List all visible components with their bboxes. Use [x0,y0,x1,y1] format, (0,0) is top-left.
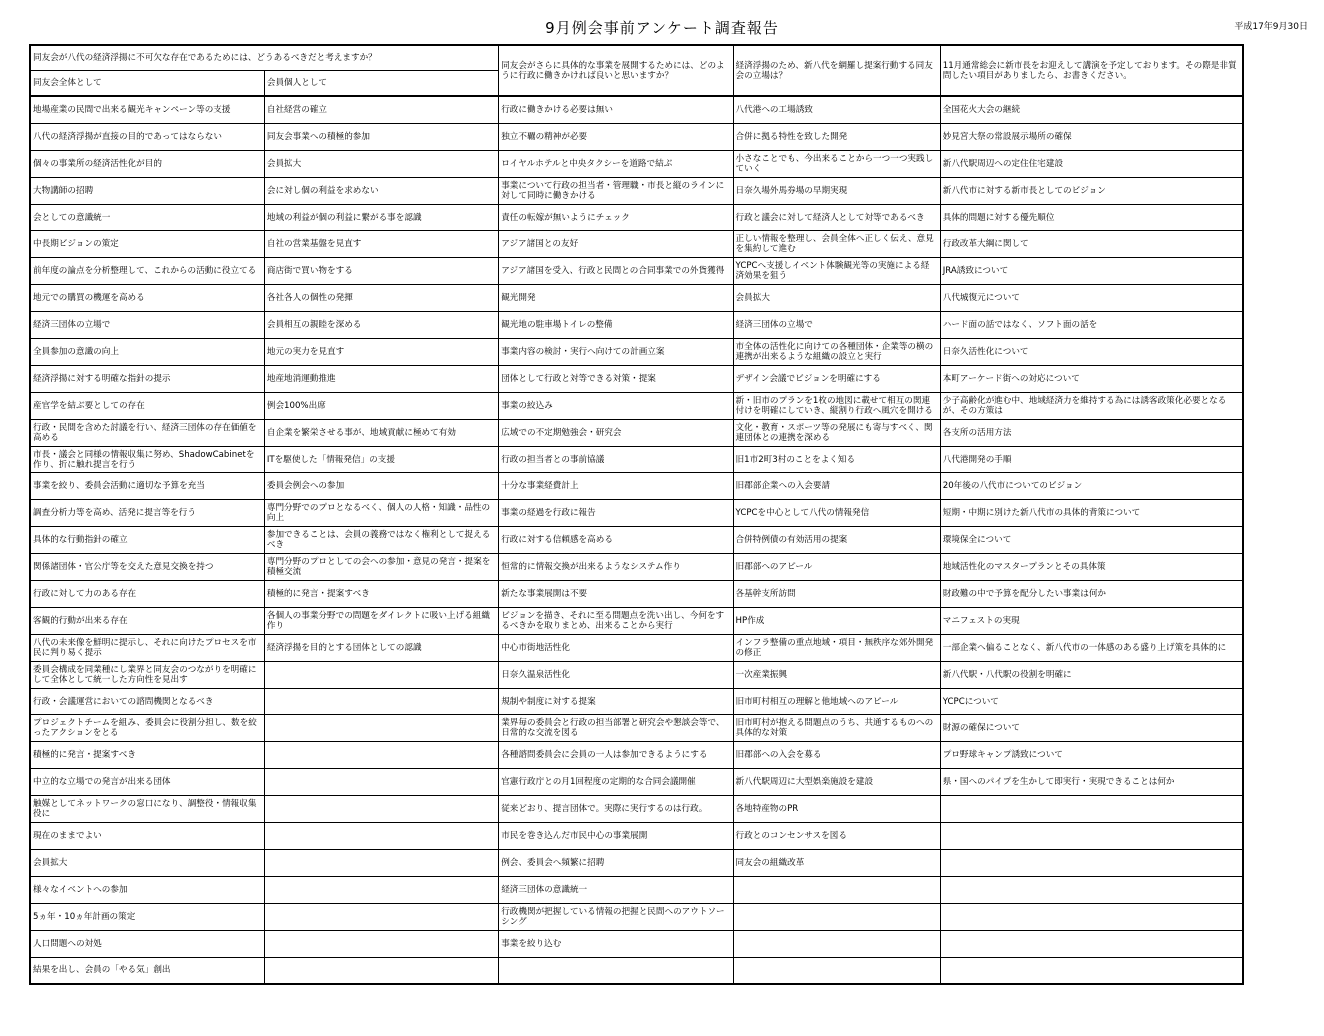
mayor-question-answer-cell: 全国花火大会の継続 [940,96,1243,123]
position-answer-cell: 八代港への工場誘致 [733,96,940,123]
table-row [30,339,1243,366]
table-row [30,150,1243,177]
government-approach-answer-cell: 業界毎の委員会と行政の担当部署と研究会や懇談会等で、日常的な交流を図る [499,715,733,742]
group-answer-cell: 行政・会議運営においての諮問機関となるべき [30,688,264,715]
individual-answer-cell: 委員会例会への参加 [264,473,498,500]
table-row [30,903,1243,930]
group-answer-cell: 積極的に発言・提案すべき [30,742,264,769]
table-row [30,876,1243,903]
mayor-question-answer-cell: 財政難の中で予算を配分したい事業は何か [940,581,1243,608]
group-answer-cell: 前年度の論点を分析整理して、これからの活動に役立てる [30,258,264,285]
individual-answer-cell: 自社経営の確立 [264,96,498,123]
mayor-question-answer-cell: YCPCについて [940,688,1243,715]
mayor-question-answer-cell: マニフェストの実現 [940,607,1243,634]
government-approach-answer-cell: 例会、委員会へ頻繁に招聘 [499,849,733,876]
table-row [30,258,1243,285]
mayor-question-answer-cell: 行政改革大綱に関して [940,231,1243,258]
individual-answer-cell: 参加できることは、会員の義務ではなく権利として捉えるべき [264,527,498,554]
table-row [30,446,1243,473]
table-row [30,607,1243,634]
mayor-question-answer-cell: 日奈久活性化について [940,339,1243,366]
table-row [30,769,1243,796]
government-approach-answer-cell: 官憲行政庁との月1回程度の定期的な合同会議開催 [499,769,733,796]
table-row [30,688,1243,715]
table-row [30,231,1243,258]
government-approach-answer-cell: 事業内容の検討・実行へ向けての計画立案 [499,339,733,366]
table-row [30,392,1243,419]
individual-answer-cell: 同友会事業への積極的参加 [264,123,498,150]
mayor-question-answer-cell: 新八代駅・八代駅の役割を明確に [940,661,1243,688]
mayor-question-answer-cell: 各支所の活用方法 [940,419,1243,446]
table-row [30,123,1243,150]
government-approach-answer-cell: 規制や制度に対する提案 [499,688,733,715]
individual-answer-cell: 地産地消運動推進 [264,365,498,392]
government-approach-answer-cell: 事業の経過を行政に報告 [499,500,733,527]
government-approach-answer-cell: 団体として行政と対等できる対策・提案 [499,365,733,392]
table-row [30,312,1243,339]
individual-answer-cell: 各社各人の個性の発揮 [264,285,498,312]
government-approach-answer-cell [499,957,733,984]
position-answer-cell [733,876,940,903]
group-answer-cell: 八代の未来像を鮮明に提示し、それに向けたプロセスを市民に判り易く提示 [30,634,264,661]
table-row [30,96,1243,123]
group-answer-cell: 会としての意識統一 [30,204,264,231]
individual-answer-cell: 商店街で買い物をする [264,258,498,285]
group-answer-cell: 八代の経済浮揚が直接の目的であってはならない [30,123,264,150]
position-answer-cell [733,957,940,984]
table-row [30,473,1243,500]
individual-answer-cell [264,876,498,903]
table-row [30,930,1243,957]
individual-answer-cell: 会員拡大 [264,150,498,177]
position-answer-cell: 各地特産物のPR [733,796,940,823]
position-answer-cell: 旧1市2町3村のことをよく知る [733,446,940,473]
table-row [30,365,1243,392]
position-answer-cell: 正しい情報を整理し、会員全体へ正しく伝え、意見を集約して進む [733,231,940,258]
government-approach-answer-cell: 恒常的に情報交換が出来るようなシステム作り [499,554,733,581]
mayor-question-answer-cell [940,903,1243,930]
position-answer-cell: 経済三団体の立場で [733,312,940,339]
group-answer-cell: 産官学を結ぶ要としての存在 [30,392,264,419]
mayor-question-answer-cell: 八代城復元について [940,285,1243,312]
position-answer-cell: 合併に拠る特性を致した開発 [733,123,940,150]
position-answer-cell: 文化・教育・スポーツ等の発展にも寄与すべく、関連団体との連携を深める [733,419,940,446]
individual-answer-cell [264,796,498,823]
mayor-question-answer-cell: 短期・中期に別けた新八代市の具体的背策について [940,500,1243,527]
individual-answer-cell [264,849,498,876]
individual-answer-cell [264,661,498,688]
government-approach-answer-cell: 従来どおり、提言団体で。実際に実行するのは行政。 [499,796,733,823]
table-row [30,796,1243,823]
mayor-question-answer-cell [940,876,1243,903]
group-answer-cell: 客観的行動が出来る存在 [30,607,264,634]
government-approach-answer-cell: ロイヤルホテルと中央タクシーを道路で結ぶ [499,150,733,177]
mayor-question-answer-cell: 20年後の八代市についてのビジョン [940,473,1243,500]
question-3-header: 経済浮揚のため、新八代を網羅し提案行動する同友会の立場は？ [733,45,940,96]
question-1-header: 同友会が八代の経済浮揚に不可欠な存在であるためには、どうあるべきだと考えますか？ [30,45,499,71]
individual-answer-cell [264,688,498,715]
group-answer-cell: 現在のままでよい [30,823,264,850]
mayor-question-answer-cell [940,849,1243,876]
report-date: 平成17年9月30日 [1234,22,1308,32]
position-answer-cell: 旧市町村が抱える問題点のうち、共通するものへの具体的な対策 [733,715,940,742]
table-row [30,823,1243,850]
group-answer-cell: 結果を出し、会員の「やる気」創出 [30,957,264,984]
individual-answer-cell: 専門分野でのプロとなるべく、個人の人格・知識・品性の向上 [264,500,498,527]
position-answer-cell: 新・旧市のプランを1枚の地図に載せて相互の関連付けを明確にしていき、縦割り行政へ風穴を開ける [733,392,940,419]
government-approach-answer-cell: 日奈久温泉活性化 [499,661,733,688]
position-answer-cell: 旧郡部への入会を募る [733,742,940,769]
position-answer-cell [733,930,940,957]
individual-answer-cell: 会に対し個の利益を求めない [264,177,498,204]
government-approach-answer-cell: 行政に対する信頼感を高める [499,527,733,554]
government-approach-answer-cell: 観光地の駐車場トイレの整備 [499,312,733,339]
individual-answer-cell: 各個人の事業分野での問題をダイレクトに吸い上げる組織作り [264,607,498,634]
mayor-question-answer-cell: JRA誘致について [940,258,1243,285]
mayor-question-answer-cell: ハード面の話ではなく、ソフト面の話を [940,312,1243,339]
mayor-question-answer-cell: 少子高齢化が進む中、地域経済力を維持する為には誘客政策化必要となるが、その方策は [940,392,1243,419]
government-approach-answer-cell: 責任の転嫁が無いようにチェック [499,204,733,231]
individual-answer-cell: 専門分野のプロとしての会への参加・意見の発言・提案を積極交流 [264,554,498,581]
table-row [30,715,1243,742]
individual-answer-cell: 経済浮揚を目的とする団体としての認識 [264,634,498,661]
individual-answer-cell: 積極的に発言・提案すべき [264,581,498,608]
mayor-question-answer-cell [940,823,1243,850]
mayor-question-answer-cell: プロ野球キャンプ誘致について [940,742,1243,769]
group-answer-cell: 5ヵ年・10ヵ年計画の策定 [30,903,264,930]
table-row [30,661,1243,688]
survey-table [29,44,1244,985]
table-row [30,742,1243,769]
question-1-sub-group: 同友会全体として [30,71,264,97]
government-approach-answer-cell: 各種諮問委員会に会員の一人は参加できるようにする [499,742,733,769]
table-row [30,204,1243,231]
mayor-question-answer-cell: 一部企業へ偏ることなく、新八代市の一体感のある盛り上げ策を具体的に [940,634,1243,661]
individual-answer-cell: 自社の営業基盤を見直す [264,231,498,258]
government-approach-answer-cell: 行政機関が把握している情報の把握と民間へのアウトソーシング [499,903,733,930]
position-answer-cell: 各基幹支所訪問 [733,581,940,608]
group-answer-cell: 市長・議会と同様の情報収集に努め、ShadowCabinetを作り、折に触れ提言を行う [30,446,264,473]
position-answer-cell: HP作成 [733,607,940,634]
group-answer-cell: 経済浮揚に対する明確な指針の提示 [30,365,264,392]
government-approach-answer-cell: ビジョンを描き、それに至る問題点を洗い出し、今何をするべきかを取りまとめ、出来ることから実行 [499,607,733,634]
government-approach-answer-cell: 行政の担当者との事前協議 [499,446,733,473]
table-row [30,634,1243,661]
government-approach-answer-cell: アジア諸国を受入、行政と民間との合同事業での外貨獲得 [499,258,733,285]
mayor-question-answer-cell [940,796,1243,823]
group-answer-cell: 様々なイベントへの参加 [30,876,264,903]
group-answer-cell: 中長期ビジョンの策定 [30,231,264,258]
group-answer-cell: 事業を絞り、委員会活動に適切な予算を充当 [30,473,264,500]
government-approach-answer-cell: 十分な事業経費計上 [499,473,733,500]
government-approach-answer-cell: 市民を巻き込んだ市民中心の事業展開 [499,823,733,850]
position-answer-cell: 会員拡大 [733,285,940,312]
position-answer-cell: インフラ整備の重点地域・項目・無秩序な郊外開発の修正 [733,634,940,661]
position-answer-cell: 新八代駅周辺に大型娯楽施設を建設 [733,769,940,796]
mayor-question-answer-cell: 財源の確保について [940,715,1243,742]
mayor-question-answer-cell: 八代港開発の手順 [940,446,1243,473]
individual-answer-cell [264,742,498,769]
government-approach-answer-cell: 事業の絞込み [499,392,733,419]
individual-answer-cell [264,715,498,742]
position-answer-cell: 小さなことでも、今出来ることから一つ一つ実践していく [733,150,940,177]
group-answer-cell: 会員拡大 [30,849,264,876]
table-row [30,177,1243,204]
individual-answer-cell [264,823,498,850]
position-answer-cell: 同友会の組織改革 [733,849,940,876]
table-row [30,581,1243,608]
mayor-question-answer-cell: 妙見宮大祭の常設展示場所の確保 [940,123,1243,150]
page-title: 9月例会事前アンケート調査報告 [545,19,779,37]
table-row [30,554,1243,581]
government-approach-answer-cell: 事業を絞り込む [499,930,733,957]
individual-answer-cell: 例会100%出席 [264,392,498,419]
group-answer-cell: プロジェクトチームを組み、委員会に役割分担し、数を絞ったアクションをとる [30,715,264,742]
position-answer-cell: YCPCへ支援しイベント体験観光等の実施による経済効果を狙う [733,258,940,285]
government-approach-answer-cell: 経済三団体の意識統一 [499,876,733,903]
group-answer-cell: 中立的な立場での発言が出来る団体 [30,769,264,796]
government-approach-answer-cell: 広域での不定期勉強会・研究会 [499,419,733,446]
group-answer-cell: 大物講師の招聘 [30,177,264,204]
individual-answer-cell [264,903,498,930]
government-approach-answer-cell: アジア諸国との友好 [499,231,733,258]
group-answer-cell: 行政に対して力のある存在 [30,581,264,608]
table-row [30,500,1243,527]
individual-answer-cell [264,769,498,796]
government-approach-answer-cell: 行政に働きかける必要は無い [499,96,733,123]
question-1-sub-individual: 会員個人として [264,71,498,97]
mayor-question-answer-cell: 地域活性化のマスタープランとその具体策 [940,554,1243,581]
mayor-question-answer-cell: 新八代市に対する新市長としてのビジョン [940,177,1243,204]
group-answer-cell: 触媒としてネットワークの窓口になり、調整役・情報収集役に [30,796,264,823]
individual-answer-cell: 自企業を繁栄させる事が、地域貢献に極めて有効 [264,419,498,446]
table-row [30,285,1243,312]
group-answer-cell: 個々の事業所の経済活性化が目的 [30,150,264,177]
position-answer-cell: 一次産業振興 [733,661,940,688]
individual-answer-cell: 地域の利益が個の利益に繋がる事を認識 [264,204,498,231]
individual-answer-cell [264,957,498,984]
mayor-question-answer-cell: 県・国へのパイプを生かして即実行・実現できることは何か [940,769,1243,796]
group-answer-cell: 全員参加の意識の向上 [30,339,264,366]
group-answer-cell: 委員会構成を同業種にし業界と同友会のつながりを明確にして全体として統一した方向性を見出す [30,661,264,688]
position-answer-cell: 行政とのコンセンサスを図る [733,823,940,850]
position-answer-cell: 市全体の活性化に向けての各種団体・企業等の横の連携が出来るような組織の設立と実行 [733,339,940,366]
government-approach-answer-cell: 事業について行政の担当者・管理職・市長と縦のラインに対して同時に働きかける [499,177,733,204]
group-answer-cell: 具体的な行動指針の確立 [30,527,264,554]
group-answer-cell: 人口問題への対処 [30,930,264,957]
government-approach-answer-cell: 新たな事業展開は不要 [499,581,733,608]
individual-answer-cell: ITを駆使した「情報発信」の支援 [264,446,498,473]
government-approach-answer-cell: 観光開発 [499,285,733,312]
table-row [30,849,1243,876]
position-answer-cell: 旧郡部へのアピール [733,554,940,581]
mayor-question-answer-cell: 環境保全について [940,527,1243,554]
question-4-header: 11月通常総会に新市長をお迎えして講演を予定しております。その際是非質問したい項目がありましたら、お書きください。 [940,45,1243,96]
position-answer-cell: 合併特例債の有効活用の提案 [733,527,940,554]
individual-answer-cell: 地元の実力を見直す [264,339,498,366]
mayor-question-answer-cell: 具体的問題に対する優先順位 [940,204,1243,231]
individual-answer-cell: 会員相互の親睦を深める [264,312,498,339]
group-answer-cell: 地元での購買の機運を高める [30,285,264,312]
group-answer-cell: 調査分析力等を高め、活発に提言等を行う [30,500,264,527]
position-answer-cell: 日奈久場外馬券場の早期実現 [733,177,940,204]
mayor-question-answer-cell: 新八代駅周辺への定住住宅建設 [940,150,1243,177]
position-answer-cell: YCPCを中心として八代の情報発信 [733,500,940,527]
position-answer-cell: 旧市町村相互の理解と他地域へのアピール [733,688,940,715]
position-answer-cell: 行政と議会に対して経済人として対等であるべき [733,204,940,231]
group-answer-cell: 経済三団体の立場で [30,312,264,339]
group-answer-cell: 関係諸団体・官公庁等を交えた意見交換を持つ [30,554,264,581]
position-answer-cell [733,903,940,930]
survey-body [30,96,1243,984]
position-answer-cell: 旧郡部企業への入会要請 [733,473,940,500]
mayor-question-answer-cell: 本町アーケード街への対応について [940,365,1243,392]
mayor-question-answer-cell [940,957,1243,984]
individual-answer-cell [264,930,498,957]
group-answer-cell: 行政・民間を含めた討議を行い、経済三団体の存在価値を高める [30,419,264,446]
table-row [30,527,1243,554]
header-row-questions [30,45,1243,71]
group-answer-cell: 地場産業の民間で出来る観光キャンペーン等の支援 [30,96,264,123]
government-approach-answer-cell: 中心市街地活性化 [499,634,733,661]
table-row [30,957,1243,984]
government-approach-answer-cell: 独立不覊の精神が必要 [499,123,733,150]
mayor-question-answer-cell [940,930,1243,957]
position-answer-cell: デザイン会議でビジョンを明確にする [733,365,940,392]
table-row [30,419,1243,446]
question-2-header: 同友会がさらに具体的な事業を展開するためには、どのように行政に働きかければ良いと思いますか？ [499,45,733,96]
